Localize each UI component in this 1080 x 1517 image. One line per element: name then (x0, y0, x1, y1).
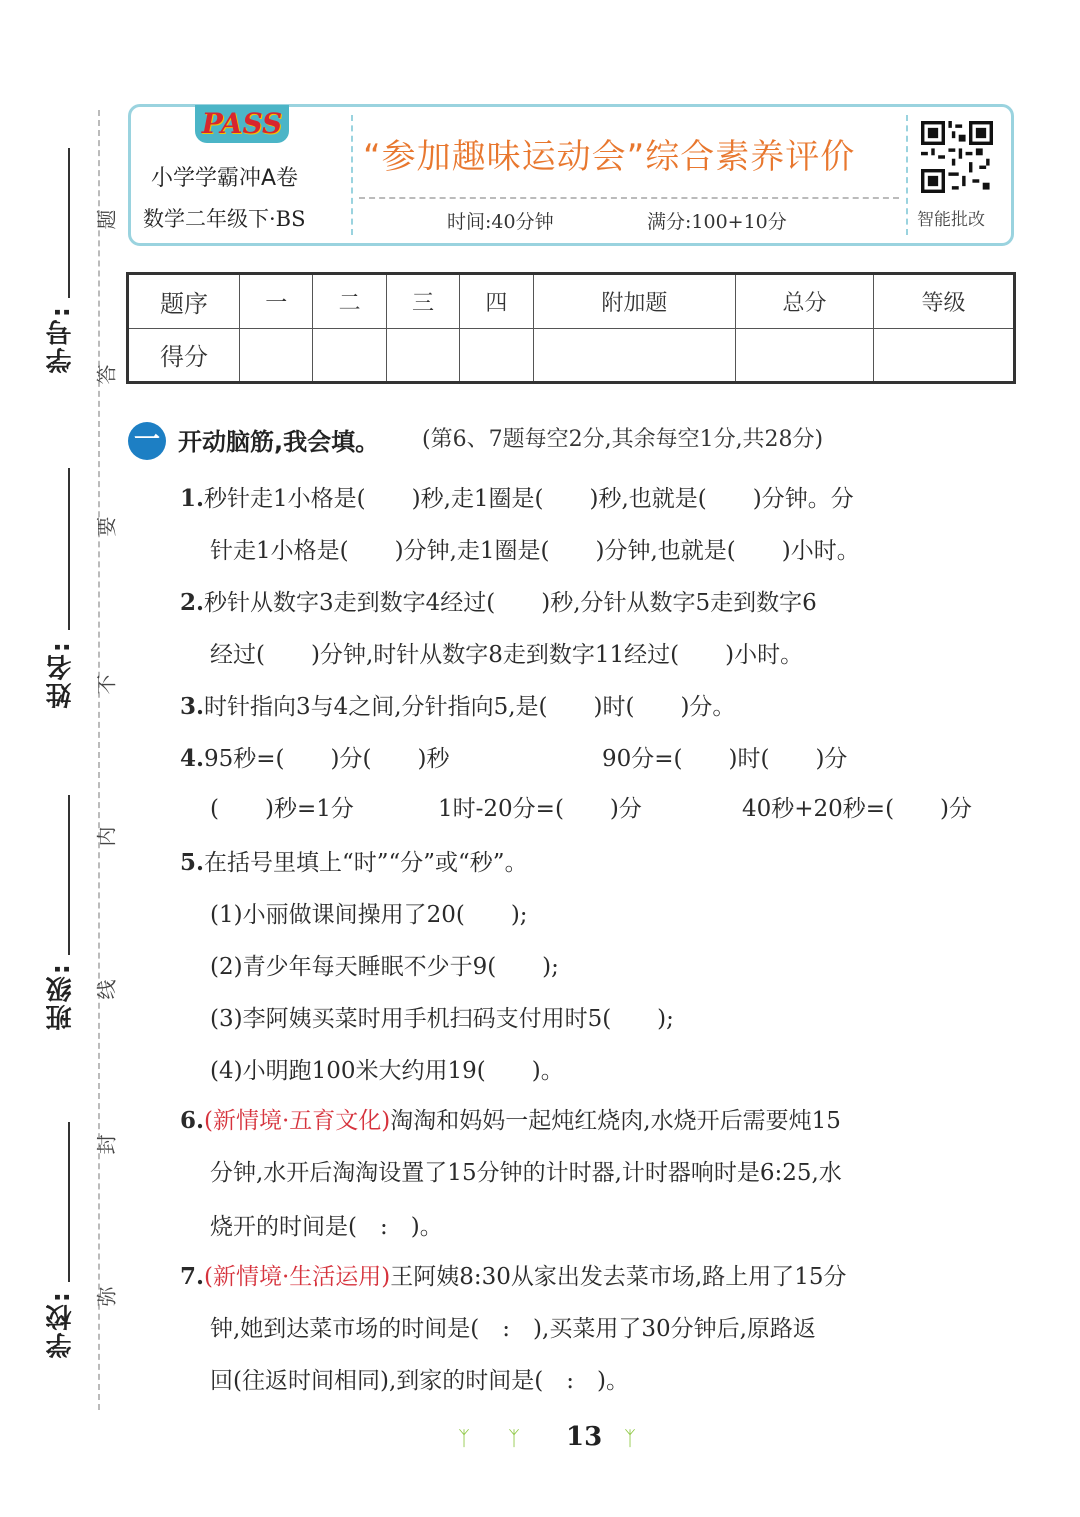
question-number: 1. (180, 485, 205, 512)
full-score: 满分:100+10分 (647, 211, 787, 233)
table-row (128, 274, 1015, 329)
question-5 (180, 844, 528, 877)
question-text: 在括号里填上“时”“分”或“秒”。 (204, 850, 528, 876)
school-underline (68, 1122, 70, 1282)
header-divider (351, 115, 353, 235)
school-label: 学校: (46, 1290, 76, 1359)
table-cell: 三 (386, 274, 459, 329)
qr-code-icon[interactable] (921, 121, 993, 193)
qr-label: 智能批改 (917, 210, 985, 230)
question-number: 3. (180, 693, 205, 720)
score-input-cell[interactable] (874, 328, 1015, 383)
question-5-sub: (2)青少年每天睡眠不少于9( ); (210, 954, 559, 980)
question-6 (180, 1102, 841, 1135)
question-5-sub: (3)李阿姨买菜时用手机扫码支付用时5( ); (210, 1006, 674, 1032)
name-label: 姓名: (46, 640, 76, 709)
question-6-cont: 分钟,水开后淘淘设置了15分钟的计时器,计时器响时是6:25,水 (210, 1160, 842, 1186)
table-cell: 二 (313, 274, 386, 329)
table-cell: 题序 (128, 274, 240, 329)
student-id-label: 学号: (46, 305, 76, 374)
seal-char: 要 (94, 516, 119, 537)
table-cell: 总分 (736, 274, 874, 329)
score-table (126, 272, 1016, 384)
question-5-sub: (1)小丽做课间操用了20( ); (210, 902, 528, 928)
class-label: 班级: (46, 962, 76, 1031)
question-6-cont: 烧开的时间是( : )。 (210, 1214, 443, 1240)
seal-char: 题 (94, 209, 119, 230)
seal-char: 内 (94, 826, 119, 847)
page-number: 13 (566, 1422, 603, 1452)
question-number: 7. (180, 1263, 205, 1290)
score-input-cell[interactable] (240, 328, 313, 383)
name-underline (68, 468, 70, 630)
score-input-cell[interactable] (386, 328, 459, 383)
question-4-item: ( )秒=1分 (210, 796, 354, 822)
question-number: 5. (180, 849, 205, 876)
question-text: 时针指向3与4之间,分针指向5,是( )时( )分。 (204, 694, 736, 720)
score-input-cell[interactable] (533, 328, 736, 383)
question-text: 95秒=( )分( )秒 (204, 746, 450, 772)
sprout-icon: ᛉ (624, 1426, 636, 1450)
table-cell: 得分 (128, 328, 240, 383)
score-input-cell[interactable] (313, 328, 386, 383)
question-7-cont: 回(往返时间相同),到家的时间是( : )。 (210, 1368, 629, 1394)
school-id-underline (68, 148, 70, 298)
context-tag: (新情境·生活运用) (204, 1264, 391, 1290)
header-dashed-rule (359, 197, 899, 199)
seal-char: 封 (94, 1134, 119, 1155)
question-number: 2. (180, 589, 205, 616)
question-1 (180, 480, 854, 513)
question-4-item: 1时-20分=( )分 (438, 796, 642, 822)
question-7 (180, 1258, 847, 1291)
table-cell: 一 (240, 274, 313, 329)
score-input-cell[interactable] (460, 328, 533, 383)
question-text: 秒针从数字3走到数字4经过( )秒,分针从数字5走到数字6 (204, 590, 817, 616)
seal-char: 不 (94, 674, 119, 695)
table-row (128, 328, 1015, 383)
test-header (128, 104, 1014, 246)
question-text: 淘淘和妈妈一起炖红烧肉,水烧开后需要炖15 (390, 1108, 841, 1134)
sprout-icon: ᛉ (508, 1426, 520, 1450)
time-limit: 时间:40分钟 (447, 211, 554, 233)
question-2-cont: 经过( )分钟,时针从数字8走到数字11经过( )小时。 (210, 642, 804, 668)
question-4 (180, 740, 449, 773)
subject-grade: 数学二年级下·BS (143, 207, 306, 231)
section-number-badge: 一 (128, 422, 166, 460)
seal-char: 答 (94, 364, 119, 385)
context-tag: (新情境·五育文化) (204, 1108, 391, 1134)
table-cell: 等级 (874, 274, 1015, 329)
question-number: 4. (180, 745, 205, 772)
table-cell: 四 (460, 274, 533, 329)
question-number: 6. (180, 1107, 205, 1134)
question-text: 王阿姨8:30从家出发去菜市场,路上用了15分 (390, 1264, 847, 1290)
pass-logo: PASS (201, 107, 283, 140)
question-5-sub: (4)小明跑100米大约用19( )。 (210, 1058, 564, 1084)
question-1-cont: 针走1小格是( )分钟,走1圈是( )分钟,也就是( )小时。 (210, 538, 860, 564)
table-cell: 附加题 (533, 274, 736, 329)
question-3 (180, 688, 735, 721)
question-4-item: 40秒+20秒=( )分 (742, 796, 973, 822)
test-title: “参加趣味运动会”综合素养评价 (363, 137, 856, 177)
question-7-cont: 钟,她到达菜市场的时间是( : ),买菜用了30分钟后,原路返 (210, 1316, 816, 1342)
question-4-item: 90分=( )时( )分 (602, 746, 848, 772)
class-underline (68, 795, 70, 955)
score-input-cell[interactable] (736, 328, 874, 383)
header-divider (906, 115, 908, 235)
section-title: 开动脑筋,我会填。 (178, 428, 380, 456)
seal-char: 线 (94, 979, 119, 1000)
seal-dashed-line (98, 110, 100, 1410)
seal-char: 弥 (94, 1286, 119, 1307)
series-name: 小学学霸冲A卷 (151, 166, 299, 191)
sprout-icon: ᛉ (458, 1426, 470, 1450)
question-text: 秒针走1小格是( )秒,走1圈是( )秒,也就是( )分钟。分 (204, 486, 854, 512)
section-note: (第6、7题每空2分,其余每空1分,共28分) (422, 427, 824, 452)
question-2 (180, 584, 817, 617)
